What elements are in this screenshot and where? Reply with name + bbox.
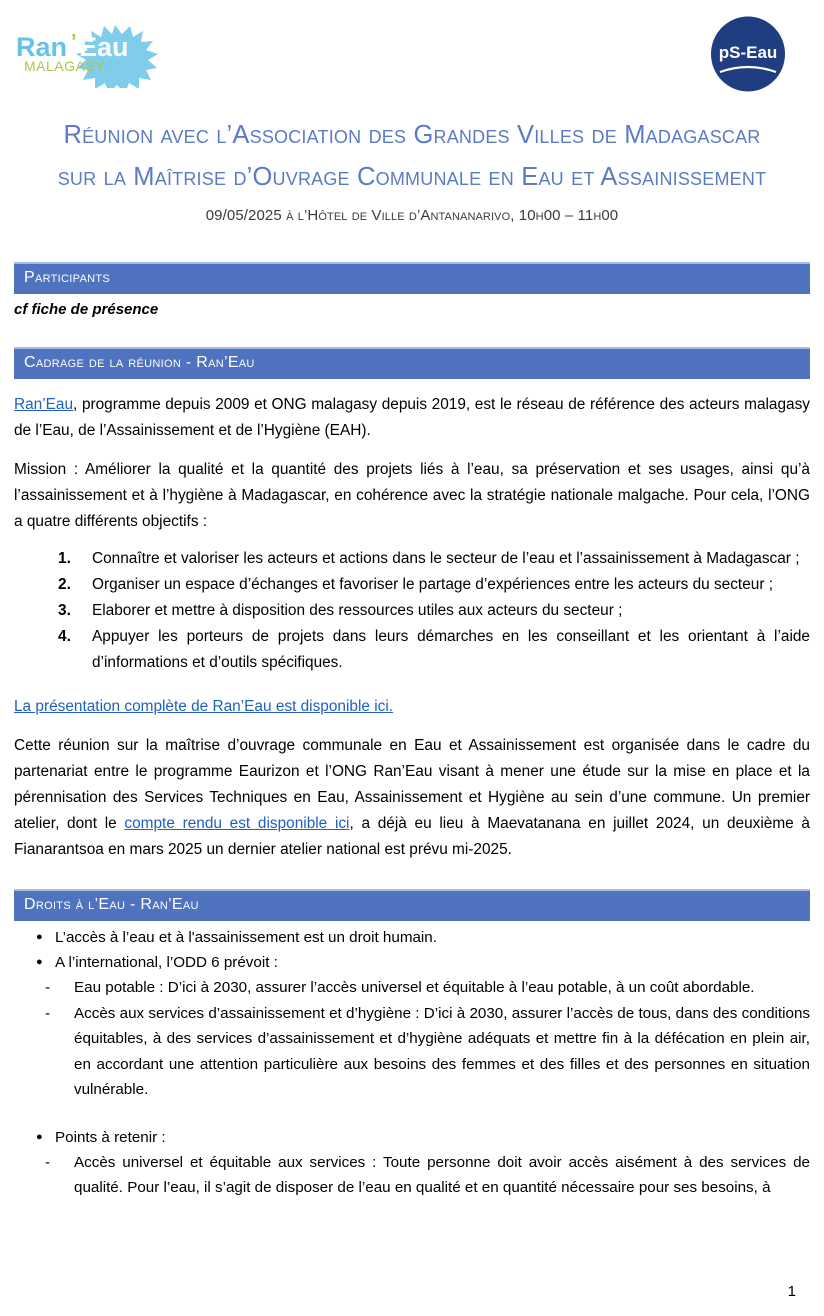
pseau-logo [710,16,786,92]
context-text-part2: , a déjà eu lieu à Maevatanana en juillet 2024, un deuxième à Fianarantsoa en mars 2025 un dernier atelier national est prévu mi-2025. [14,815,810,858]
page-subtitle: 09/05/2025 à l’Hôtel de Ville d’Antananarivo, 10h00 – 11h00 [205,207,619,224]
cadrage-objectives-list [14,546,810,676]
header-logo-row [0,0,824,100]
list-item: Organiser un espace d’échanges et favoriser le partage d’expériences entre les acteurs du secteur ; [92,576,773,593]
droits-bullet-list [14,925,810,975]
cadrage-mission-paragraph: Mission : Améliorer la qualité et la quantité des projets liés à l’eau, sa préservation et ses usages, ainsi qu’à l’assainissement et à l’hygiène à Madagascar, en cohérence avec la stratégie nationale malgache. Pour cela, l’ONG a quatre différents objectifs : [14,461,810,530]
list-item: Elaborer et mettre à disposition des ressources utiles aux acteurs du secteur ; [92,602,623,619]
list-item: ● L’accès à l’eau et à l'assainissement est un droit humain. [14,925,810,950]
points-bullet-list [14,1125,810,1150]
raneau-logo [14,22,174,88]
raneau-tagline: MALAGASY. [24,58,108,74]
presentation-hyperlink[interactable]: La présentation complète de Ran’Eau est disponible ici. [14,698,394,715]
cadrage-intro-paragraph [14,392,810,444]
section-header-cadrage: Cadrage de la réunion - Ran’Eau [14,347,810,379]
raneau-word-ran: Ran [16,32,68,62]
raneau-apostrophe: ’ [71,31,77,53]
section-header-droits: Droits à l’Eau - Ran’Eau [14,889,810,921]
list-item: - Eau potable : D’ici à 2030, assurer l’accès universel et équitable à l’eau potable, à un coût abordable. [14,975,810,1001]
points-sub-list [14,1150,810,1201]
presentation-link-line [14,694,810,720]
raneau-word-eau: Eau [79,32,129,62]
page-title [18,114,806,198]
raneau-hyperlink[interactable]: Ran’Eau [14,396,74,413]
pseau-label: pS-Eau [718,43,778,62]
page-number: 1 [787,1283,796,1300]
section-header-participants: Participants [14,262,810,294]
cadrage-intro-rest: , programme depuis 2009 et ONG malagasy depuis 2019, est le réseau de référence des acteurs malagasy de l’Eau, de l’Assainissement et de l’Hygiène (EAH). [14,396,810,439]
page-title-line2: sur la Maîtrise d’Ouvrage Communale en Eau et Assainissement [57,163,767,191]
list-item: ● Points à retenir : [14,1125,810,1150]
list-item: - Accès universel et équitable aux services : Toute personne doit avoir accès aisément à des services de qualité. Pour l’eau, il s’agit de disposer de l’eau en qualité et en quantité nécessaire pour ses besoins, à [14,1150,810,1201]
page-title-line1: Réunion avec l’Association des Grandes Villes de Madagascar [63,121,761,149]
list-item: Connaître et valoriser les acteurs et actions dans le secteur de l’eau et l’assainissement à Madagascar ; [92,550,800,567]
list-item: - Accès aux services d’assainissement et d’hygiène : D’ici à 2030, assurer l’accès de tous, dans des conditions équitables, à des services d’assainissement et d’hygiène adéquats et mettre fin à la défécation en plein air, en accordant une attention particulière aux besoins des femmes et des filles et des personnes en situation vulnérable. [14,1001,810,1103]
compte-rendu-hyperlink[interactable]: compte rendu est disponible ici [124,815,350,832]
participants-note: cf fiche de présence [14,301,159,318]
list-item: Appuyer les porteurs de projets dans leurs démarches en les conseillant et les orientant à l’aide d’informations et d’outils spécifiques. [92,628,810,671]
cadrage-context-paragraph [14,733,810,863]
list-item: ● A l’international, l’ODD 6 prévoit : [14,950,810,975]
context-text-part1: Cette réunion sur la maîtrise d’ouvrage communale en Eau et Assainissement est organisée dans le cadre du partenariat entre le programme Eaurizon et l’ONG Ran’Eau visant à mener une étude sur la mise en place et la pérennisation des Services Techniques en Eau, Assainissement et Hygiène au sein d’une commune. Un premier atelier, dont le [14,737,810,832]
list-spacer [14,1103,810,1121]
odd-sub-list [14,975,810,1103]
